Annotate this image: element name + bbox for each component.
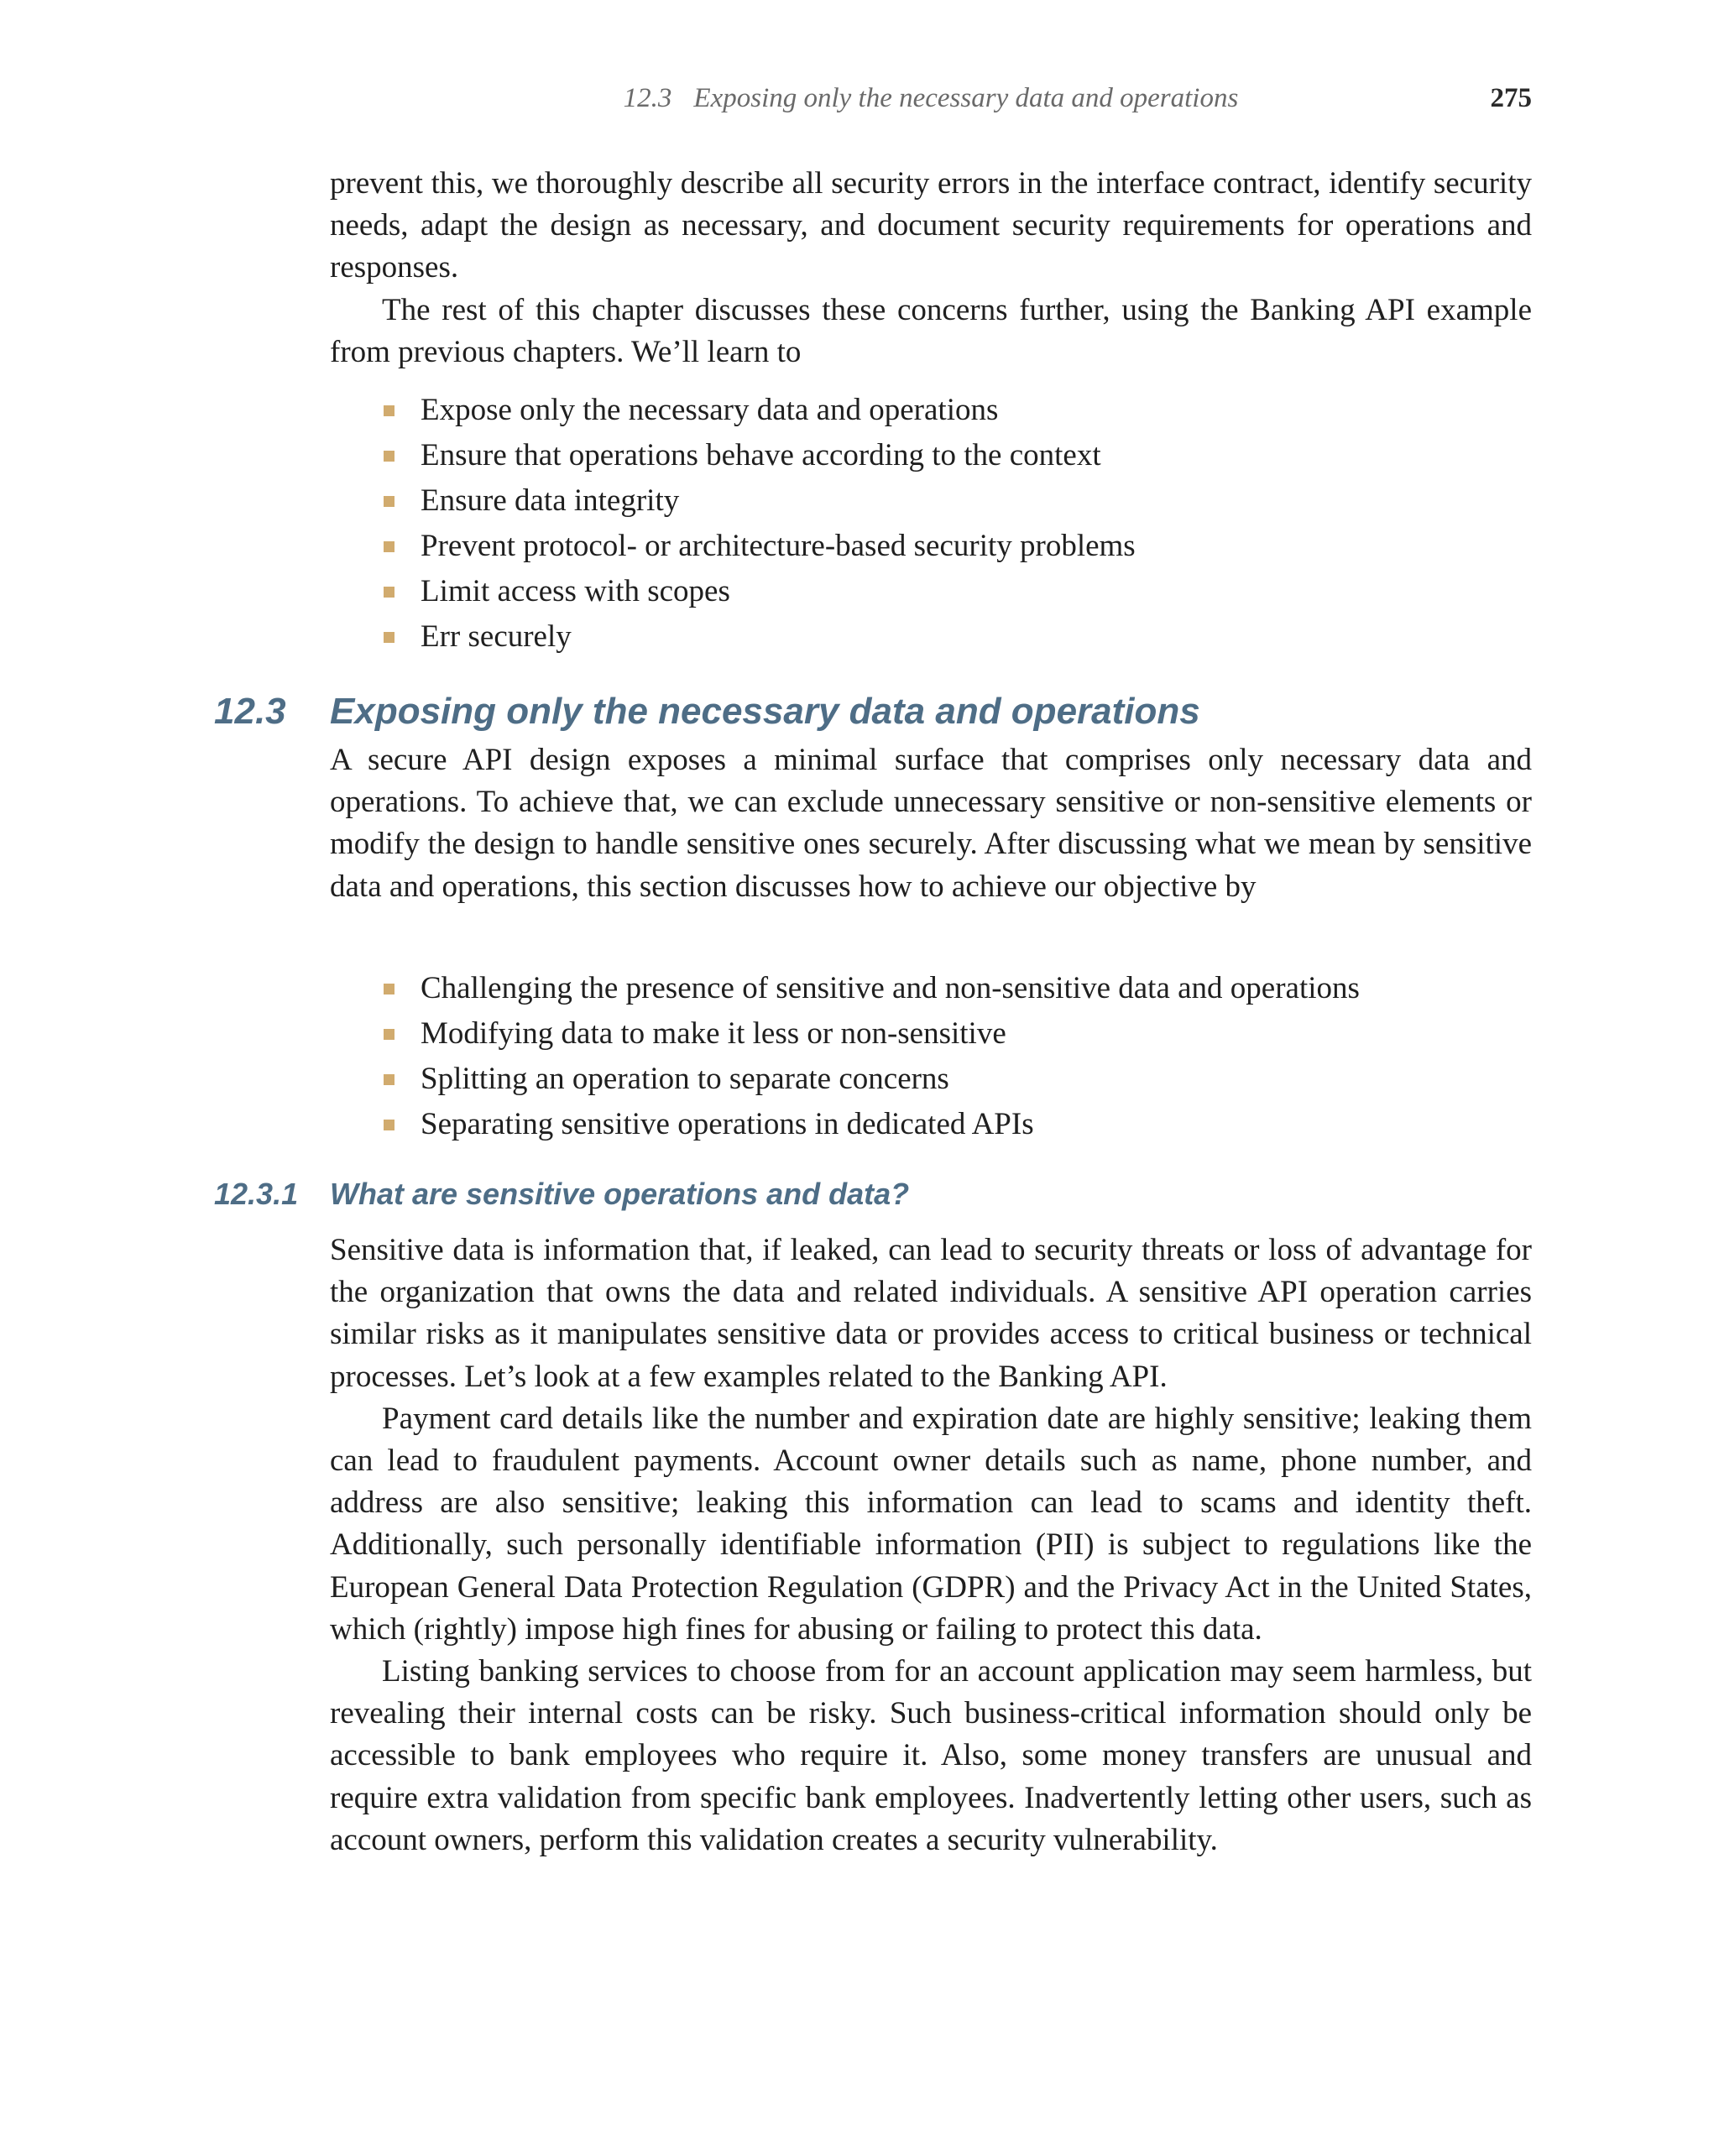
running-header-section-title: Exposing only the necessary data and operations bbox=[693, 83, 1239, 113]
section-text bbox=[330, 739, 1532, 908]
list-item: Expose only the necessary data and operations bbox=[330, 388, 1532, 433]
running-header-section-number: 12.3 bbox=[623, 83, 672, 113]
intro-paragraph-1: prevent this, we thoroughly describe all security errors in the interface contract, identify security needs, adapt the design as necessary, and document security requirements for operations and responses. bbox=[330, 166, 1532, 285]
bullet-square-icon bbox=[384, 1074, 394, 1085]
bullet-square-icon bbox=[384, 984, 394, 994]
section-bullet-list bbox=[330, 966, 1532, 1147]
subsection-paragraph-2: Payment card details like the number and expiration date are highly sensitive; leaking them can lead to fraudulent payments. Account owner details such as name, phone number, and address are also sensitive; leaking this information can lead to scams and identity theft. Additionally, such personally identifiable information (PII) is subject to regulations like the European General Data Protection Regulation (GDPR) and the Privacy Act in the United States, which (rightly) impose high fines for abusing or failing to protect this data. bbox=[330, 1401, 1532, 1647]
bullet-square-icon bbox=[384, 587, 394, 598]
page-number: 275 bbox=[1490, 83, 1532, 113]
list-item: Ensure data integrity bbox=[330, 478, 1532, 524]
subsection-paragraph-1: Sensitive data is information that, if leaked, can lead to security threats or loss of advantage for the organization that owns the data and related individuals. A sensitive API operation carries similar risks as it manipulates sensitive data or provides access to critical business or technical processes. Let’s look at a few examples related to the Banking API. bbox=[330, 1233, 1532, 1394]
subsection-paragraph-3: Listing banking services to choose from for an account application may seem harmless, but revealing their internal costs can be risky. Such business-critical information should only be accessible to bank employees who require it. Also, some money transfers are unusual and require extra validation from specific bank employees. Inadvertently letting other users, such as account owners, perform this validation creates a security vulnerability. bbox=[330, 1654, 1532, 1857]
list-item: Separating sensitive operations in dedicated APIs bbox=[330, 1102, 1532, 1147]
section-number: 12.3 bbox=[214, 691, 286, 732]
section-paragraph: A secure API design exposes a minimal surface that comprises only necessary data and operations. To achieve that, we can exclude unnecessary sensitive or non-sensitive elements or modify the design to handle sensitive ones securely. After discussing what we mean by sensitive data and operations, this section discusses how to achieve our objective by bbox=[330, 743, 1532, 904]
intro-paragraph-2: The rest of this chapter discusses these concerns further, using the Banking API example from previous chapters. We’ll learn to bbox=[330, 292, 1532, 369]
subsection-heading bbox=[214, 1173, 1557, 1215]
bullet-square-icon bbox=[384, 496, 394, 507]
running-header bbox=[330, 77, 1532, 119]
intro-text bbox=[330, 163, 1532, 373]
bullet-square-icon bbox=[384, 1029, 394, 1040]
bullet-square-icon bbox=[384, 451, 394, 462]
list-item: Ensure that operations behave according to the context bbox=[330, 433, 1532, 478]
subsection-number: 12.3.1 bbox=[214, 1177, 299, 1211]
intro-bullet-list bbox=[330, 388, 1532, 660]
list-item: Splitting an operation to separate concerns bbox=[330, 1057, 1532, 1102]
bullet-square-icon bbox=[384, 541, 394, 552]
list-item: Err securely bbox=[330, 614, 1532, 660]
list-item: Limit access with scopes bbox=[330, 569, 1532, 614]
section-heading bbox=[214, 686, 1557, 737]
subsection-title: What are sensitive operations and data? bbox=[330, 1177, 910, 1211]
list-item: Modifying data to make it less or non-sensitive bbox=[330, 1011, 1532, 1057]
list-item: Prevent protocol- or architecture-based security problems bbox=[330, 524, 1532, 569]
section-title: Exposing only the necessary data and operations bbox=[330, 691, 1200, 732]
bullet-square-icon bbox=[384, 405, 394, 416]
bullet-square-icon bbox=[384, 632, 394, 643]
subsection-text bbox=[330, 1229, 1532, 1861]
bullet-square-icon bbox=[384, 1120, 394, 1130]
list-item: Challenging the presence of sensitive and non-sensitive data and operations bbox=[330, 966, 1532, 1011]
running-header-title bbox=[330, 77, 1532, 119]
